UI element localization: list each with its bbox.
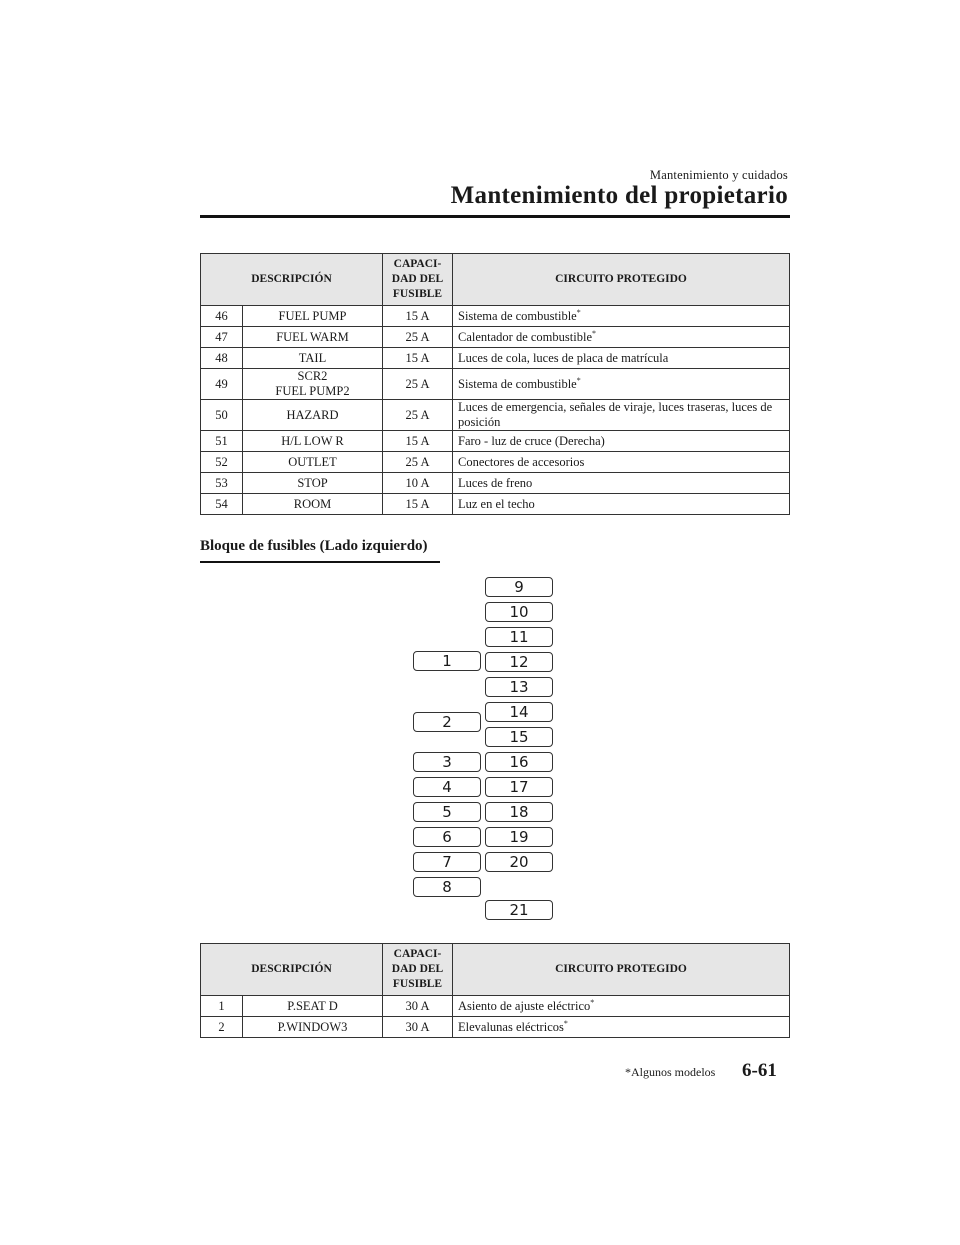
protected-circuit: Luces de freno: [453, 473, 790, 494]
protected-circuit: Elevalunas eléctricos*: [453, 1017, 790, 1038]
fuse-capacity: 30 A: [383, 1017, 453, 1038]
fuse-number: 1: [201, 996, 243, 1017]
table-header-row: [201, 944, 790, 996]
fuse-slot: 20: [485, 852, 553, 872]
fuse-description: P.SEAT D: [243, 996, 383, 1017]
some-models-mark: *: [576, 375, 581, 385]
header-rule: [200, 215, 790, 218]
table-row: [201, 327, 790, 348]
fuse-slot: 16: [485, 752, 553, 772]
fuse-description: P.WINDOW3: [243, 1017, 383, 1038]
header-circuit: CIRCUITO PROTEGIDO: [453, 254, 790, 306]
fuse-slot: 21: [485, 900, 553, 920]
fuse-slot: 9: [485, 577, 553, 597]
table-row: [201, 452, 790, 473]
fuse-slot: 4: [413, 777, 481, 797]
header-capacity: CAPACI- DAD DEL FUSIBLE: [383, 944, 453, 996]
protected-circuit: Sistema de combustible*: [453, 306, 790, 327]
fuse-description: TAIL: [243, 348, 383, 369]
page-number: 6-61: [742, 1060, 777, 1081]
fuse-slot: 3: [413, 752, 481, 772]
fuse-capacity: 25 A: [383, 369, 453, 400]
table-row: [201, 431, 790, 452]
fuse-capacity: 25 A: [383, 400, 453, 431]
fuse-slot: 10: [485, 602, 553, 622]
some-models-mark: *: [592, 328, 596, 338]
fuse-slot: 1: [413, 651, 481, 671]
fuse-number: 51: [201, 431, 243, 452]
fuse-capacity: 15 A: [383, 494, 453, 515]
section-heading: Mantenimiento del propietario: [450, 182, 788, 209]
header-circuit: CIRCUITO PROTEGIDO: [453, 944, 790, 996]
fuse-description: H/L LOW R: [243, 431, 383, 452]
fuse-slot: 18: [485, 802, 553, 822]
fuse-slot: 14: [485, 702, 553, 722]
fuse-number: 54: [201, 494, 243, 515]
header-description: DESCRIPCIÓN: [201, 254, 383, 306]
fuse-slot: 15: [485, 727, 553, 747]
fuse-capacity: 25 A: [383, 452, 453, 473]
fuse-description: HAZARD: [243, 400, 383, 431]
fuse-description: FUEL WARM: [243, 327, 383, 348]
fuse-description: FUEL PUMP: [243, 306, 383, 327]
fuse-capacity: 15 A: [383, 348, 453, 369]
footnote: *Algunos modelos: [625, 1065, 716, 1079]
fuse-number: 46: [201, 306, 243, 327]
fuse-capacity: 15 A: [383, 306, 453, 327]
protected-circuit: Asiento de ajuste eléctrico*: [453, 996, 790, 1017]
protected-circuit: Conectores de accesorios: [453, 452, 790, 473]
fuse-number: 48: [201, 348, 243, 369]
protected-circuit: Luces de cola, luces de placa de matrícula: [453, 348, 790, 369]
fuse-slot: 8: [413, 877, 481, 897]
fuse-slot: 6: [413, 827, 481, 847]
fuse-description: ROOM: [243, 494, 383, 515]
protected-circuit: Luces de emergencia, señales de viraje, luces traseras, luces de posición: [453, 400, 790, 431]
fuse-description: SCR2 FUEL PUMP2: [243, 369, 383, 400]
protected-circuit: Calentador de combustible*: [453, 327, 790, 348]
fuse-description: OUTLET: [243, 452, 383, 473]
chapter-title: Mantenimiento y cuidados: [649, 168, 788, 182]
fuse-slot: 11: [485, 627, 553, 647]
table-row: [201, 473, 790, 494]
some-models-mark: *: [563, 1018, 568, 1028]
fuse-description: STOP: [243, 473, 383, 494]
fuse-capacity: 10 A: [383, 473, 453, 494]
fuse-number: 50: [201, 400, 243, 431]
protected-circuit: Luz en el techo: [453, 494, 790, 515]
fuse-capacity: 25 A: [383, 327, 453, 348]
fuse-number: 53: [201, 473, 243, 494]
table-row: [201, 400, 790, 431]
some-models-mark: *: [590, 997, 595, 1007]
fuse-slot: 19: [485, 827, 553, 847]
fuse-table-2: [200, 943, 790, 1038]
fuse-slot: 5: [413, 802, 481, 822]
fuse-slot: 7: [413, 852, 481, 872]
table-row: [201, 494, 790, 515]
table-header-row: [201, 254, 790, 306]
fuse-slot: 2: [413, 712, 481, 732]
table-row: [201, 306, 790, 327]
some-models-mark: *: [576, 307, 581, 317]
fuse-number: 52: [201, 452, 243, 473]
table-row: [201, 348, 790, 369]
table-row: [201, 996, 790, 1017]
fuse-capacity: 30 A: [383, 996, 453, 1017]
fuse-capacity: 15 A: [383, 431, 453, 452]
fuse-slot: 13: [485, 677, 553, 697]
fuse-block-title: Bloque de fusibles (Lado izquierdo): [200, 538, 428, 554]
protected-circuit: Faro - luz de cruce (Derecha): [453, 431, 790, 452]
fuse-slot: 17: [485, 777, 553, 797]
fuse-slot: 12: [485, 652, 553, 672]
fuse-number: 47: [201, 327, 243, 348]
fuse-number: 49: [201, 369, 243, 400]
header-description: DESCRIPCIÓN: [201, 944, 383, 996]
fuse-number: 2: [201, 1017, 243, 1038]
table-row: [201, 1017, 790, 1038]
protected-circuit: Sistema de combustible*: [453, 369, 790, 400]
fuse-table-1: [200, 253, 790, 515]
header-capacity: CAPACI- DAD DEL FUSIBLE: [383, 254, 453, 306]
table-row: [201, 369, 790, 400]
section-title-underline: [200, 561, 440, 563]
